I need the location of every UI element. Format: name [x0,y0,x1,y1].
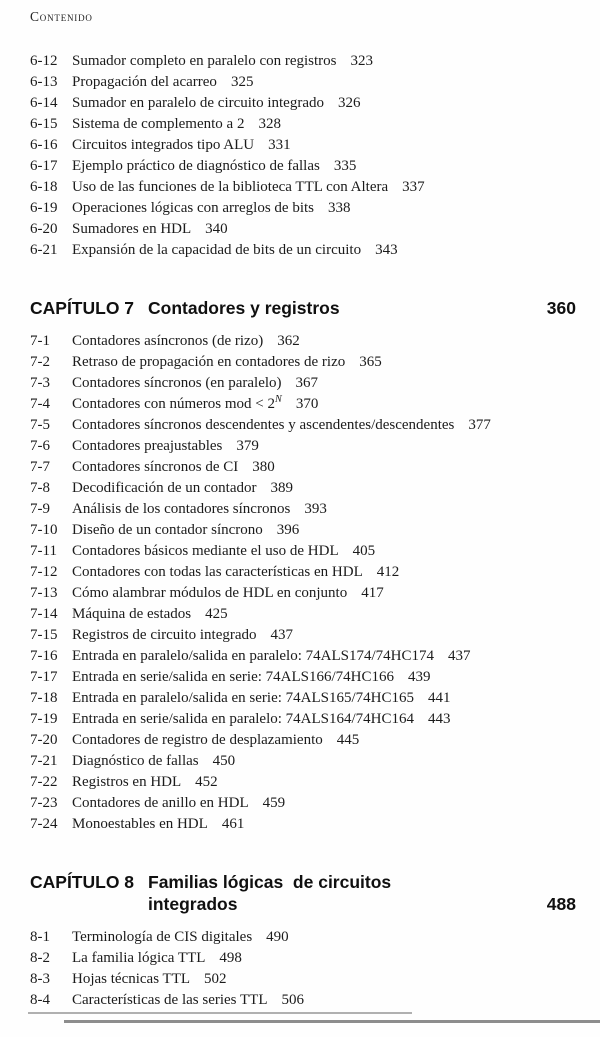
toc-entry-title: Uso de las funciones de la biblioteca TTL con Altera [72,179,389,195]
toc-entry [30,690,576,711]
toc-entry-title: Sumador en paralelo de circuito integrado [72,95,324,111]
toc-entry-number: 7-11 [30,543,57,559]
toc-entry-number: 7-17 [30,669,58,685]
toc-entry-number: 6-16 [30,137,58,153]
toc-entry-page: 425 [205,606,228,622]
toc-entry-number: 7-23 [30,795,58,811]
toc-entry-page: 437 [270,627,294,643]
toc-chapter-heading [30,297,576,319]
toc-entry-page: 417 [361,585,384,601]
toc-entry-number: 7-6 [30,438,50,454]
toc-entry [30,396,576,417]
toc-entry-title: La familia lógica TTL [72,950,206,966]
toc-entry-title: Contadores básicos mediante el uso de HDL [72,543,339,559]
toc-body [30,53,576,1013]
toc-chapter-label: CAPÍTULO 7 [30,298,135,318]
toc-entry [30,200,576,221]
toc-entry [30,480,576,501]
toc-entry-title: Contadores de registro de desplazamiento [72,732,323,748]
toc-entry-number: 8-3 [30,971,50,987]
toc-entry-number: 6-17 [30,158,58,174]
toc-entry-title: Decodificación de un contador [72,480,257,496]
toc-entry-page: 337 [402,179,425,195]
toc-entry-title: Sumadores en HDL [72,221,192,237]
toc-entry-number: 7-3 [30,375,50,391]
toc-entry-number: 7-12 [30,564,58,580]
toc-entry-page: 459 [262,795,286,811]
toc-entry [30,585,576,606]
toc-entry-title: Características de las series TTL [72,992,268,1008]
toc-entry-page: 370 [295,396,319,412]
toc-chapter-title: Familias lógicas de circuitos integrados [148,872,392,914]
toc-entry-title: Diseño de un contador síncrono [72,522,263,538]
toc-entry [30,354,576,375]
toc-entry [30,179,576,200]
toc-entry-page: 331 [268,137,291,153]
toc-entry-number: 7-21 [30,753,58,769]
toc-entry-page: 367 [295,375,319,391]
toc-entry [30,795,576,816]
toc-entry-page: 343 [375,242,398,258]
toc-entry-page: 338 [328,200,351,216]
toc-entry-number: 7-13 [30,585,58,601]
toc-entry-number: 7-19 [30,711,58,727]
toc-entry-page: 326 [338,95,361,111]
toc-entry-title: Expansión de la capacidad de bits de un circuito [72,242,362,258]
toc-entry-title: Contadores con números mod < $2^N$ [72,394,282,412]
toc-entry-number: 7-24 [30,816,58,832]
toc-chapter-page: 488 [546,894,576,914]
toc-entry [30,606,576,627]
toc-entry [30,74,576,95]
toc-entry-number: 7-8 [30,480,50,496]
toc-entry-title: Terminología de CIS digitales [72,929,253,945]
toc-entry-number: 7-16 [30,648,58,664]
toc-entry [30,242,576,263]
toc-entry-number: 7-14 [30,606,58,622]
toc-entry-page: 439 [408,669,431,685]
toc-entry [30,669,576,690]
toc-entry-title: Hojas técnicas TTL [72,971,191,987]
toc-chapter-label: CAPÍTULO 8 [30,872,135,892]
toc-entry [30,116,576,137]
toc-entry-page: 437 [447,648,471,664]
toc-entry-number: 6-19 [30,200,58,216]
toc-entry-title: Contadores con todas las características en HDL [72,564,363,580]
toc-entry-number: 7-20 [30,732,58,748]
toc-entry-page: 441 [428,690,451,706]
toc-entry-title: Sistema de complemento a 2 [72,116,245,132]
toc-entry-number: 6-20 [30,221,58,237]
toc-entry [30,774,576,795]
toc-entry-title: Entrada en serie/salida en paralelo: 74ALS164/74HC164 [72,711,414,727]
toc-entry-number: 7-22 [30,774,58,790]
toc-entry-page: 443 [428,711,451,727]
toc-entry-number: 7-4 [30,396,50,412]
toc-entry-number: 6-12 [30,53,58,69]
toc-entry-page: 405 [352,543,376,559]
toc-chapter-page: 360 [546,298,576,318]
toc-entry [30,627,576,648]
toc-entry [30,53,576,74]
toc-entry-number: 8-4 [30,992,50,1008]
toc-entry-title: Retraso de propagación en contadores de rizo [72,354,346,370]
toc-entry-page: 396 [276,522,300,538]
toc-entry [30,732,576,753]
toc-entry-title: Contadores síncronos de CI [72,459,239,475]
toc-entry-number: 7-10 [30,522,58,538]
toc-entry-number: 6-14 [30,95,58,111]
toc-entry-number: 7-5 [30,417,50,433]
toc-entry [30,221,576,242]
toc-entry-number: 7-15 [30,627,58,643]
toc-entry-title: Registros en HDL [72,774,182,790]
toc-entry-number: 7-7 [30,459,50,475]
toc-entry [30,333,576,354]
toc-entry-page: 412 [376,564,400,580]
toc-entry [30,711,576,732]
toc-entry-title: Diagnóstico de fallas [72,753,199,769]
toc-entry-page: 461 [221,816,245,832]
toc-entry-number: 7-18 [30,690,58,706]
toc-entry-page: 323 [350,53,374,69]
toc-entry-page: 389 [270,480,294,496]
toc-entry-page: 450 [212,753,236,769]
toc-entry [30,501,576,522]
toc-entry-page: 380 [252,459,275,475]
toc-entry [30,522,576,543]
toc-entry [30,158,576,179]
toc-entry-page: 379 [236,438,259,454]
toc-entry [30,992,576,1013]
toc-entry-page: 498 [219,950,242,966]
toc-entry-title: Circuitos integrados tipo ALU [72,137,255,153]
toc-entry [30,543,576,564]
toc-entry-title: Entrada en paralelo/salida en paralelo: 74ALS174/74HC174 [72,648,434,664]
toc-entry-page: 502 [204,971,227,987]
toc-entry-page: 452 [195,774,218,790]
toc-entry-number: 7-2 [30,354,50,370]
toc-entry-title: Cómo alambrar módulos de HDL en conjunto [72,585,348,601]
toc-chapter-title: Contadores y registros [148,298,340,318]
toc-entry-title: Entrada en paralelo/salida en serie: 74ALS165/74HC165 [72,690,414,706]
toc-entry [30,438,576,459]
toc-entry-title: Registros de circuito integrado [72,627,257,643]
toc-entry-title: Propagación del acarreo [72,74,217,90]
toc-entry-number: 7-9 [30,501,50,517]
scan-artifact-line-bottom [64,1020,600,1023]
toc-chapter-heading [30,871,576,915]
toc-entry [30,564,576,585]
toc-entry-page: 506 [281,992,304,1008]
toc-entry [30,753,576,774]
toc-entry-number: 6-18 [30,179,58,195]
toc-entry-page: 393 [304,501,327,517]
toc-entry-page: 490 [266,929,289,945]
toc-entry [30,648,576,669]
toc-entry-title: Ejemplo práctico de diagnóstico de fallas [72,158,320,174]
toc-entry-number: 8-1 [30,929,50,945]
toc-entry-page: 325 [230,74,254,90]
toc-entry [30,375,576,396]
toc-entry-page: 362 [277,333,300,349]
toc-entry-title: Máquina de estados [72,606,192,622]
toc-entry-title: Entrada en serie/salida en serie: 74ALS166/74HC166 [72,669,395,685]
toc-entry-number: 6-13 [30,74,58,90]
toc-entry-title: Contadores síncronos (en paralelo) [72,375,282,391]
toc-entry-page: 365 [359,354,382,370]
toc-entry-page: 328 [258,116,281,132]
toc-entry [30,95,576,116]
toc-entry-title: Análisis de los contadores síncronos [72,501,291,517]
toc-entry-number: 6-21 [30,242,58,258]
toc-entry-page: 335 [333,158,357,174]
toc-entry-title: Monoestables en HDL [72,816,208,832]
toc-entry-number: 6-15 [30,116,58,132]
toc-entry [30,459,576,480]
toc-entry-title: Operaciones lógicas con arreglos de bits [72,200,314,216]
scan-artifact-line-top [28,1012,412,1014]
toc-entry [30,417,576,438]
toc-entry-number: 7-1 [30,333,50,349]
toc-entry-title: Contadores de anillo en HDL [72,795,249,811]
toc-entry-number: 8-2 [30,950,50,966]
toc-entry [30,816,576,837]
toc-entry-title: Contadores asíncronos (de rizo) [72,333,264,349]
toc-entry [30,971,576,992]
toc-entry-page: 445 [336,732,360,748]
toc-entry-title: Contadores síncronos descendentes y ascendentes/descendentes [72,417,455,433]
toc-entry [30,950,576,971]
toc-entry [30,137,576,158]
toc-entry-title: Contadores preajustables [72,438,223,454]
toc-entry [30,929,576,950]
toc-entry-title: Sumador completo en paralelo con registros [72,53,337,69]
toc-entry-page: 377 [468,417,491,433]
contenido-running-header: Contenido [30,9,93,24]
toc-entry-page: 340 [205,221,228,237]
